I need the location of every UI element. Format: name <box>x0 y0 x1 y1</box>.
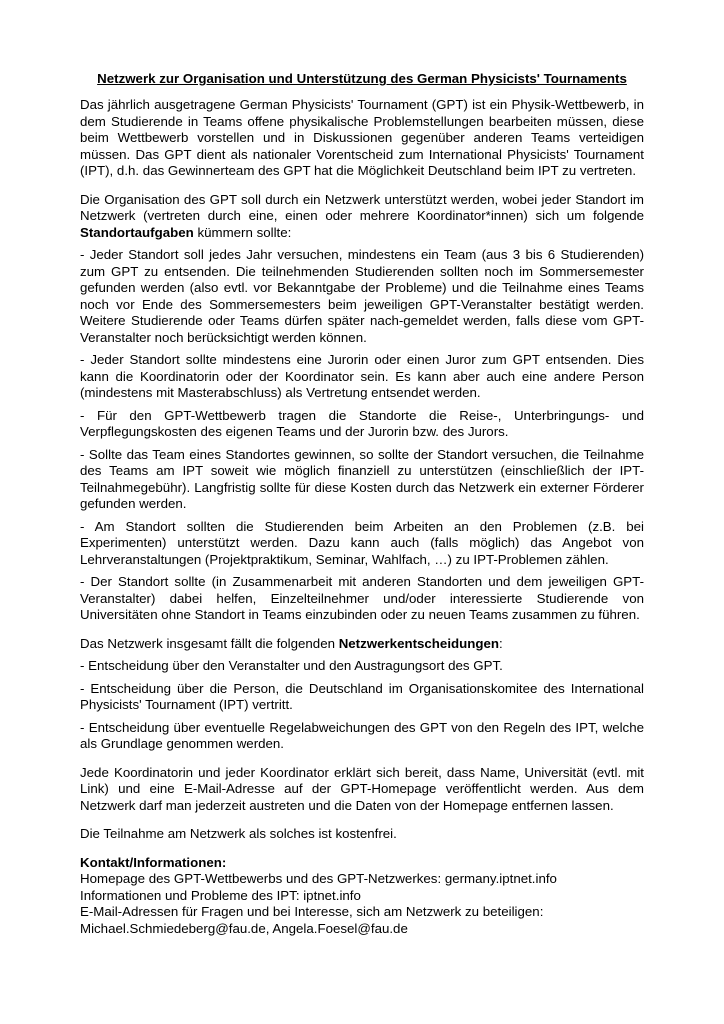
contact-line: Michael.Schmiedeberg@fau.de, Angela.Foesel@fau.de <box>80 920 408 936</box>
contact-line: Homepage des GPT-Wettbewerbs und des GPT-Netzwerkes: germany.iptnet.info <box>80 871 557 886</box>
network-bold: Netzwerkentscheidungen <box>338 635 500 651</box>
organisation-text: Die Organisation des GPT soll durch ein Netzwerk unterstützt werden, wobei jeder Standort im Netzwerk (vertreten durch eine, einen oder mehrere Koordinator*innen) sich um folgende <box>80 191 644 223</box>
task-item: - Jeder Standort soll jedes Jahr versuchen, mindestens ein Team (aus 3 bis 6 Studierenden) zum GPT zu entsenden. Die teilnehmenden Studierenden sollten noch im Sommersemester gefunden werden (also evtl. vor Bekanntgabe der Probleme) und die Teilnahme eines Teams noch vor Ende des Sommersemesters beim jeweiligen GPT-Veranstalter bestätigt werden. Weitere Studierende oder Teams dürfen später nach-gemeldet werden, falls diese vom GPT-Veranstalter noch berücksichtigt werden können. <box>80 247 644 345</box>
task-item: - Sollte das Team eines Standortes gewinnen, so sollte der Standort versuchen, die Teilnahme des Teams am IPT soweit wie möglich finanziell zu unterstützen (einschließlich der IPT-Teilnahmegebühr). Langfristig sollte für diese Kosten durch das Netzwerk ein externer Förderer gefunden werden. <box>80 446 644 511</box>
contact-heading: Kontakt/Informationen: <box>80 854 227 870</box>
contact-line: Informationen und Probleme des IPT: iptnet.info <box>80 887 361 903</box>
organisation-text-end: kümmern sollte: <box>193 224 292 240</box>
network-paragraph <box>80 636 644 653</box>
free-paragraph: Die Teilnahme am Netzwerk als solches ist kostenfrei. <box>80 826 397 841</box>
network-text: Das Netzwerk insgesamt fällt die folgenden <box>80 635 339 651</box>
task-item: - Am Standort sollten die Studierenden beim Arbeiten an den Problemen (z.B. bei Experimenten) unterstützt werden. Dazu kann auch (falls möglich) das Angebot von Lehrveranstaltungen (Projektpraktikum, Seminar, Wahlfach, …) zu IPT-Problemen zählen. <box>80 518 644 567</box>
decision-item: - Entscheidung über eventuelle Regelabweichungen des GPT von den Regeln des IPT, welche als Grundlage genommen werden. <box>80 719 644 751</box>
task-item: - Jeder Standort sollte mindestens eine Jurorin oder einen Juror zum GPT entsenden. Dies kann die Koordinatorin oder der Koordinator sein. Es kann aber auch eine andere Person (mindestens mit Masterabschluss) als Vertretung entsendet werden. <box>80 352 644 400</box>
task-item: - Für den GPT-Wettbewerb tragen die Standorte die Reise-, Unterbringungs- und Verpflegungskosten des eigenen Teams und der Jurorin bzw. des Jurors. <box>80 407 644 439</box>
consent-paragraph: Jede Koordinatorin und jeder Koordinator erklärt sich bereit, dass Name, Universität (evtl. mit Link) und eine E-Mail-Adresse auf der GPT-Homepage veröffentlicht werden. Aus dem Netzwerk darf man jederzeit austreten und die Daten von der Homepage entfernen lassen. <box>80 764 644 813</box>
task-item: - Der Standort sollte (in Zusammenarbeit mit anderen Standorten und dem jeweiligen GPT-Veranstalter) dabei helfen, Einzelteilnehmer und/oder interessierte Studierende von Universitäten ohne Standort in Teams einzubinden oder zu neuen Teams zusammen zu führen. <box>80 574 644 622</box>
intro-paragraph: Das jährlich ausgetragene German Physicists' Tournament (GPT) ist ein Physik-Wettbewerb, in dem Studierende in Teams offene physikalische Problemstellungen bearbeiten müssen, diese beim Wettbewerb vorstellen und in Diskussionen gegenüber anderen Teams verteidigen müssen. Das GPT dient als nationaler Vorentscheid zum International Physicists' Tournament (IPT), d.h. das Gewinnerteam des GPT hat die Möglichkeit Deutschland beim IPT zu vertreten. <box>80 97 644 178</box>
organisation-paragraph <box>80 192 644 242</box>
decision-item: - Entscheidung über die Person, die Deutschland im Organisationskomitee des International Physicists' Tournament (IPT) vertritt. <box>80 680 644 712</box>
network-text-end: : <box>499 635 503 651</box>
organisation-bold: Standortaufgaben <box>80 224 194 240</box>
document-title: Netzwerk zur Organisation und Unterstützung des German Physicists' Tournaments <box>97 71 627 86</box>
decision-item: - Entscheidung über den Veranstalter und den Austragungsort des GPT. <box>80 658 503 673</box>
contact-line: E-Mail-Adressen für Fragen und bei Interesse, sich am Netzwerk zu beteiligen: <box>80 904 544 919</box>
